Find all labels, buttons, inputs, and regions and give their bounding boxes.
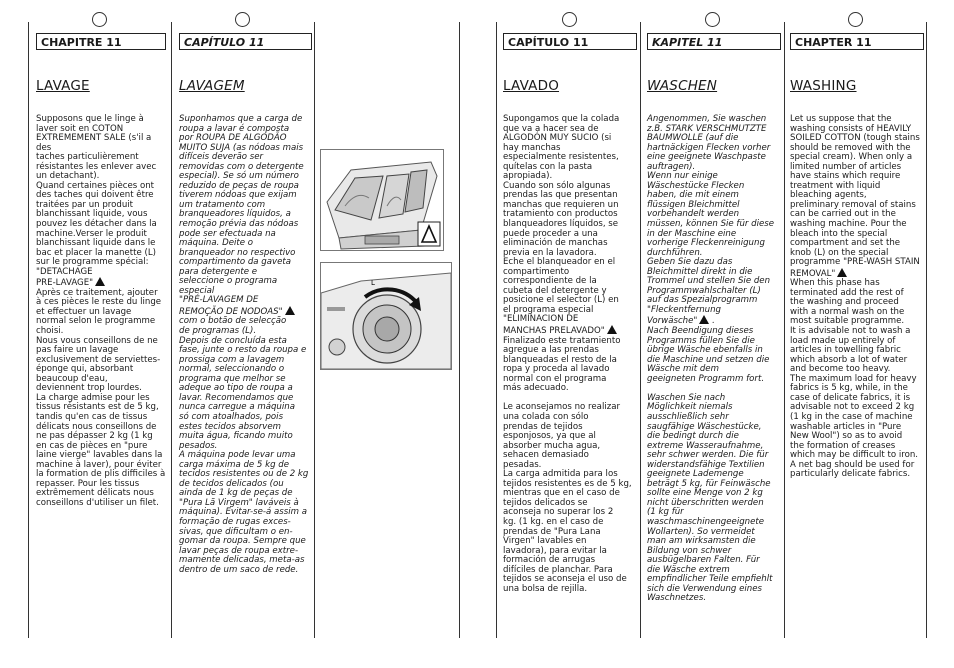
- column-rule: [28, 22, 29, 638]
- language-marker: [235, 12, 250, 27]
- column-rule: [314, 22, 315, 638]
- chapter-heading: CAPÍTULO 11: [503, 33, 637, 50]
- body-text: Angenommen, Sie waschen z.B. STARK VERSCHMUTZTE BAUMWOLLE (auf die hartnäckigen Flecken vorher eine geeignete Waschpaste auftragen). Wenn nur einige Wäschestücke Flecken haben, die mit einem flüssigen Bleichmittel vorbehandelt werden müssen, können Sie für diese in der Maschine eine vorherige Fleckenreinigung durchführen. Geben Sie dazu das Bleichmittel direkt in die Trommel und stellen Sie den Programmwahlschalter (L) auf das Spezialprogramm "Fleckentfernung Vorwäsche" . Nach Beendigung dieses Programms füllen Sie die übrige Wäsche ebenfalls in die Maschine und setzen die Wäsche mit dem geeigneten Programm fort. Waschen Sie nach Möglichkeit niemals ausschließlich sehr saugfähige Wäschestücke, die bedingt durch die extreme Wasseraufnahme, sehr schwer werden. Die für widerstandsfähige Textilien geeignete Lademenge beträgt 5 kg, für Feinwäsche sollte eine Menge von 2 kg nicht überschritten werden (1 kg für waschmaschinengeeignete Wollarten). So vermeidet man am wirksamsten die Bildung von schwer ausbügelbaren Falten. Für die Wäsche extrem empfindlicher Teile empfiehlt sich die Verwendung eines Waschnetzes.: [647, 114, 775, 604]
- language-marker: [562, 12, 577, 27]
- column-rule: [784, 22, 785, 638]
- section-title: WASCHEN: [647, 78, 718, 94]
- body-text: Let us suppose that the washing consists of HEAVILY SOILED COTTON (tough stains should be removed with the special cream). When only a limited number of articles have stains which require treatment with liquid bleaching agents, preliminary removal of stains can be carried out in the washing machine. Pour the bleach into the special compartment and set the knob (L) on the special programme "PRE-WASH STAIN REMOVAL" When this phase has terminated add the rest of the washing and proceed with a normal wash on the most suitable programme. It is advisable not to wash a load made up entirely of articles in towelling fabric which absorb a lot of water and become too heavy. The maximum load for heavy fabrics is 5 kg, while, in the case of delicate fabrics, it is advisable not to exceed 2 kg (1 kg in the case of machine washable articles in "Pure New Wool") so as to avoid the formation of creases which may be difficult to iron. A net bag should be used for particularly delicate fabrics.: [790, 114, 920, 480]
- body-text: Suponhamos que a carga de roupa a lavar é composta por ROUPA DE ALGODÃO MUITO SUJA (as nódoas mais difíceis deverão ser removidas com o detergente especial). Se só um número reduzido de peças de roupa tiverem nódoas que exijam um tratamento com branqueadores líquidos, a remoção prévia das nódoas pode ser efectuada na máquina. Deite o branqueador no respectivo compartimento da gaveta para detergente e seleccione o programa especial "PRÉ-LAVAGEM DE REMOÇÃO DE NODOAS" com o botão de selecção de programas (L). Depois de concluída esta fase, junte o resto da roupa e prossiga com a lavagem normal, seleccionando o programa que melhor se adeque ao tipo de roupa a lavar. Recomendamos que nunca carregue a máquina só com atoalhados, pois estes tecidos absorvem muita água, ficando muito pesados. A máquina pode levar uma carga máxima de 5 kg de tecidos resistentes ou de 2 kg de tecidos delicados (ou ainda de 1 kg de peças de "Pura Lã Virgem" laváveis à máquina). Evitar-se-á assim a formação de rugas exces- sivas, que dificultam o en- gomar da roupa. Sempre que lavar peças de roupa extre- mamente delicadas, meta-as dentro de um saco de rede.: [179, 114, 309, 575]
- section-title: LAVAGE: [36, 78, 90, 94]
- language-marker: [705, 12, 720, 27]
- section-title: LAVADO: [503, 78, 560, 94]
- programme-knob-drawing: [321, 263, 451, 369]
- knob-label: L: [371, 279, 375, 287]
- column-english: [790, 33, 924, 480]
- warning-triangle-icon: [837, 268, 847, 277]
- language-marker: [92, 12, 107, 27]
- column-french: [36, 33, 166, 508]
- body-text: Supposons que le linge à laver soit en COTON EXTREMEMENT SALE (s'il a des taches particulièrement résistantes les enlever avec un detachant). Quand certaines pièces ont des taches qui doivent être traitées par un produit blanchissant liquide, vous pouvez les détacher dans la machine.Verser le produit blanchissant liquide dans le bac et placer la manette (L) sur le programme spécial: "DETACHAGE PRE-LAVAGE" Après ce traitement, ajouter à ces pièces le reste du linge et effectuer un lavage normal selon le programme choisi. Nous vous conseillons de ne pas faire un lavage exclusivement de serviettes- éponge qui, absorbant beaucoup d'eau, deviennent trop lourdes. La charge admise pour les tissus résistants est de 5 kg, tandis qu'en cas de tissus délicats nous conseillons de ne pas dépasser 2 kg (1 kg en cas de pièces en "pure laine vierge" lavables dans la machine à laver), pour éviter la formation de plis difficiles à repasser. Pour les tissus extrêmement délicats nous conseillons d'utiliser un filet.: [36, 114, 166, 508]
- section-title: LAVAGEM: [179, 78, 245, 94]
- warning-triangle-icon: [607, 325, 617, 334]
- warning-triangle-icon: [95, 277, 105, 286]
- column-rule: [926, 22, 927, 638]
- warning-triangle-icon: [699, 315, 709, 324]
- language-marker: [848, 12, 863, 27]
- chapter-heading: CAPÍTULO 11: [179, 33, 312, 50]
- chapter-heading: CHAPTER 11: [790, 33, 924, 50]
- column-rule: [459, 22, 460, 638]
- chapter-heading: CHAPITRE 11: [36, 33, 166, 50]
- section-title: WASHING: [790, 78, 857, 94]
- chapter-heading: KAPITEL 11: [647, 33, 781, 50]
- body-text: Supongamos que la colada que va a hacer sea de ALGODÓN MUY SUCIO (si hay manchas especialmente resistentes, quítelas con la pasta apropiada). Cuando son sólo algunas prendas las que presentan manchas que requieren un tratamiento con productos blanqueadores líquidos, se puede proceder a una eliminación de manchas previa en la lavadora. Eche el blanqueador en el compartimento correspondiente de la cubeta del detergente y posicione el selector (L) en el programa especial "ELIMINACION DE MANCHAS PRELAVADO" Finalizado este tratamiento agregue a las prendas blanqueadas el resto de la ropa y proceda al lavado normal con el programa más adecuado. Le aconsejamos no realizar una colada con sólo prendas de tejidos esponjosos, ya que al absorber mucha agua, sehacen demasiado pesadas. La carga admitida para los tejidos resistentes es de 5 kg, mientras que en el caso de tejidos delicados se aconseja no superar los 2 kg. (1 kg. en el caso de prendas de "Pura Lana Virgen" lavables en lavadora), para evitar la formación de arrugas difíciles de planchar. Para tejidos se aconseja el uso de una bolsa de rejilla.: [503, 114, 632, 594]
- column-rule: [496, 22, 497, 638]
- detergent-drawer-drawing: [321, 150, 443, 250]
- column-german: [647, 33, 781, 604]
- column-spanish: [503, 33, 637, 594]
- column-rule: [171, 22, 172, 638]
- programme-knob-illustration: [320, 262, 452, 370]
- column-rule: [640, 22, 641, 638]
- column-portuguese: [179, 33, 312, 575]
- detergent-drawer-illustration: [320, 149, 444, 251]
- warning-triangle-icon: [285, 306, 295, 315]
